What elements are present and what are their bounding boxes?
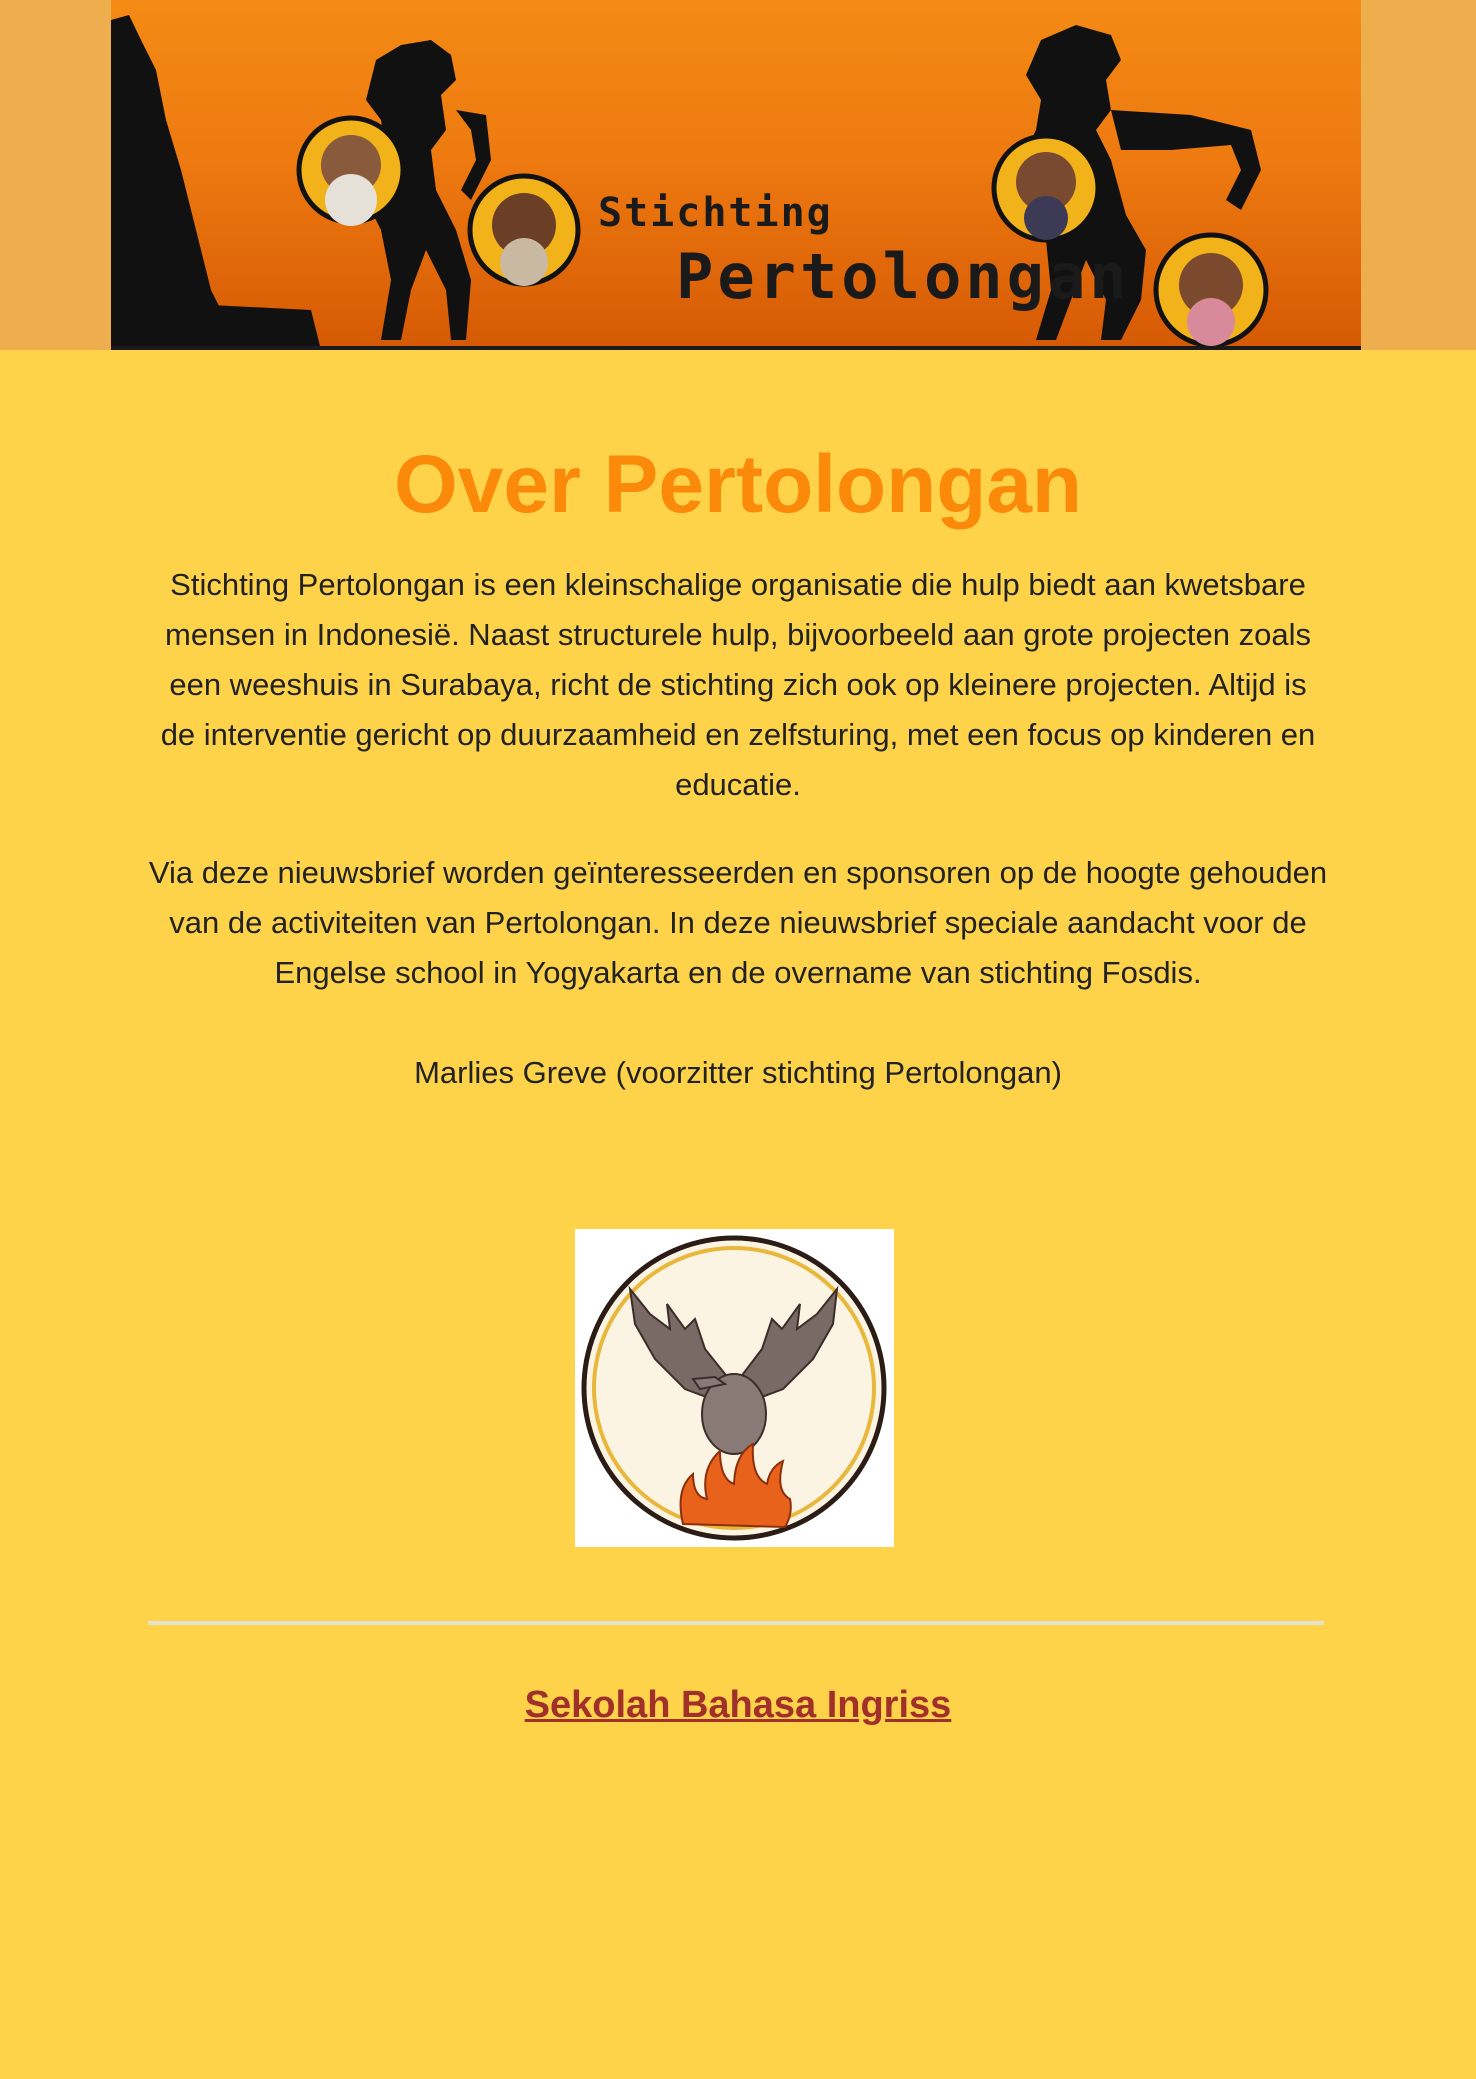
header-banner [111, 0, 1361, 350]
section-divider [148, 1621, 1324, 1625]
banner-title-big: Pertolongan [676, 240, 1131, 313]
intro-section [148, 430, 1328, 1098]
intro-paragraph: Stichting Pertolongan is een kleinschalige organisatie die hulp biedt aan kwetsbare mensen in Indonesië. Naast structurele hulp, bijvoorbeeld aan grote projecten zoals een weeshuis in Surabaya, richt de stichting zich ook op kleinere projecten. Altijd is de interventie gericht op duurzaamheid en zelfsturing, met een focus op kinderen en educatie. [160, 567, 1316, 802]
page-title: Over Pertolongan [393, 439, 1083, 530]
phoenix-emblem-icon [575, 1229, 894, 1547]
newsletter-paragraph: Via deze nieuwsbrief worden geïnteresseerden en sponsoren op de hoogte gehouden van de activiteiten van Pertolongan. In deze nieuwsbrief speciale aandacht voor de Engelse school in Yogyakarta en de overname van stichting Fosdis. [148, 855, 1328, 990]
banner-title-small: Stichting [598, 190, 833, 236]
section-link-sekolah[interactable]: Sekolah Bahasa Ingriss [524, 1684, 952, 1726]
signature: Marlies Greve (voorzitter stichting Pertolongan) [414, 1055, 1062, 1090]
